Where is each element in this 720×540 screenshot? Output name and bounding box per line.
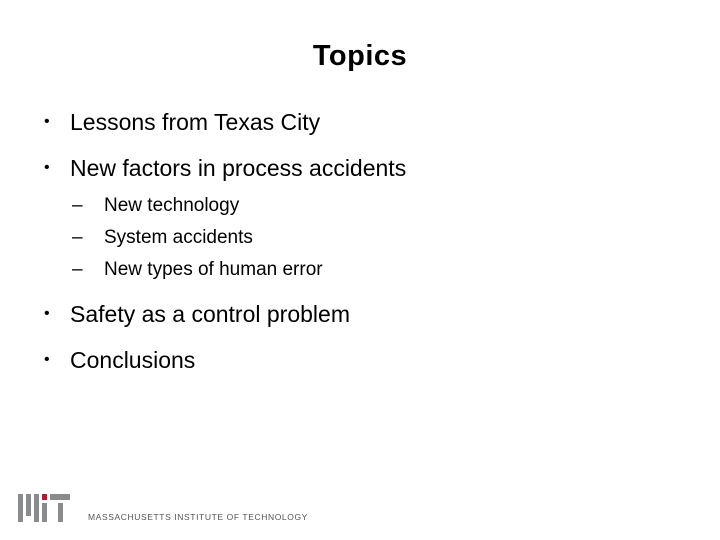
bullet-item [44, 342, 684, 378]
sub-marker: – [72, 195, 83, 216]
sub-marker: – [72, 227, 83, 248]
bullet-text: Lessons from Texas City [70, 109, 321, 135]
bullet-marker: • [44, 113, 50, 130]
bullet-marker: • [44, 351, 50, 368]
sub-marker: – [72, 259, 83, 280]
sub-item [44, 222, 684, 254]
bullet-text: Safety as a control problem [70, 301, 350, 327]
bullet-item [44, 150, 684, 186]
bullet-item [44, 296, 684, 332]
institute-name: MASSACHUSETTS INSTITUTE OF TECHNOLOGY [88, 512, 308, 522]
slide-title [0, 40, 720, 73]
bullet-list [44, 104, 684, 388]
bullet-marker: • [44, 305, 50, 322]
sub-item-text: New technology [104, 195, 240, 216]
mit-logo [18, 494, 308, 524]
sub-item [44, 190, 684, 222]
sub-item-text: System accidents [104, 227, 253, 248]
sub-item [44, 254, 684, 286]
sub-list [44, 190, 684, 286]
mit-logo-icon [18, 494, 78, 524]
sub-list-container [44, 190, 684, 286]
bullet-text: Conclusions [70, 347, 196, 373]
slide-title-text: Topics [312, 40, 408, 72]
bullet-marker: • [44, 159, 50, 176]
sub-item-text: New types of human error [104, 259, 323, 280]
bullet-text: New factors in process accidents [70, 155, 407, 181]
bullet-item [44, 104, 684, 140]
